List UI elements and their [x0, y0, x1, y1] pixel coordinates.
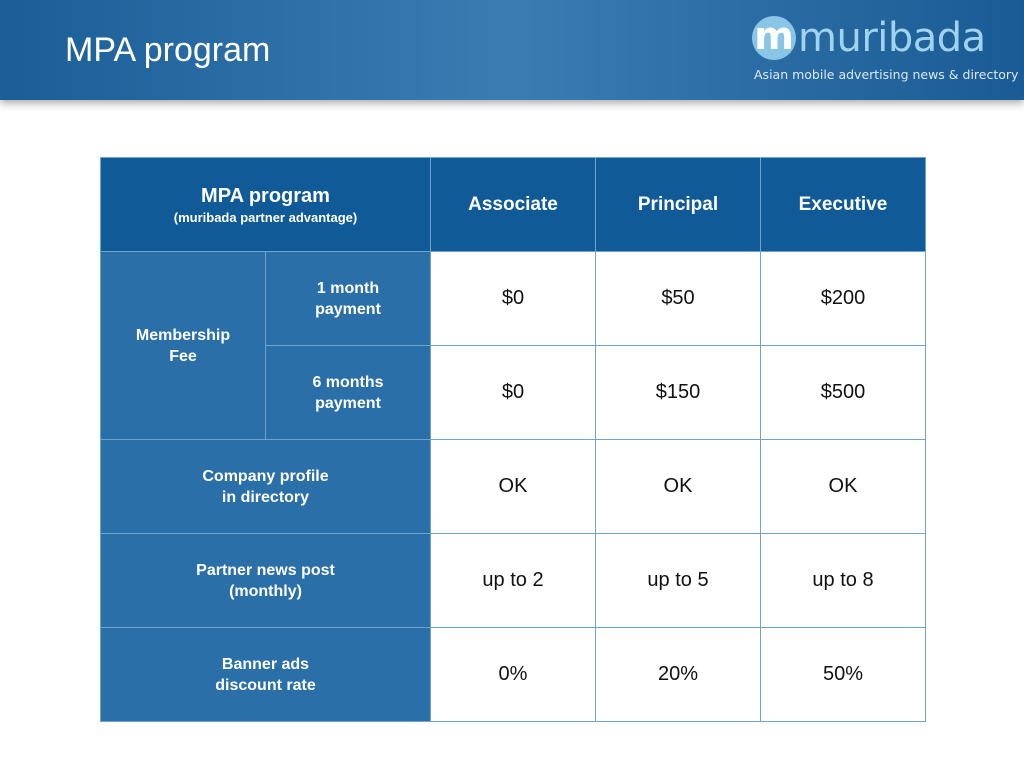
corner-title: MPA program	[201, 184, 330, 207]
row-label-company-profile	[101, 440, 431, 534]
muribada-logo	[752, 14, 1019, 86]
logo-mark-letter: m	[754, 14, 794, 58]
mpa-table	[100, 157, 926, 722]
slide-title: MPA program	[65, 31, 271, 69]
table-header-row	[101, 158, 926, 252]
table-cell: $0	[431, 252, 596, 346]
table-row	[101, 628, 926, 722]
membership-fee-label: Membership Fee	[135, 326, 231, 365]
table-cell: $0	[431, 346, 596, 440]
table-cell: 50%	[761, 628, 926, 722]
table-cell: up to 8	[761, 534, 926, 628]
table-cell: OK	[596, 440, 761, 534]
table-row	[101, 252, 926, 346]
row-label-partner-news	[101, 534, 431, 628]
row-label-1-month	[266, 252, 431, 346]
one-month-label: 1 month payment	[315, 279, 381, 318]
table-cell: $500	[761, 346, 926, 440]
table-row	[101, 440, 926, 534]
table-cell: 20%	[596, 628, 761, 722]
table-cell: up to 5	[596, 534, 761, 628]
company-profile-label: Company profile in directory	[202, 467, 329, 506]
table-cell: $50	[596, 252, 761, 346]
table-cell: OK	[431, 440, 596, 534]
logo-wordmark: muribada	[798, 15, 986, 61]
row-label-banner-ads	[101, 628, 431, 722]
table-row	[101, 534, 926, 628]
row-label-membership-fee	[101, 252, 266, 440]
row-label-6-months	[266, 346, 431, 440]
column-header-executive: Executive	[761, 158, 926, 252]
table-cell: $150	[596, 346, 761, 440]
table-cell: OK	[761, 440, 926, 534]
table-cell: up to 2	[431, 534, 596, 628]
partner-news-label: Partner news post (monthly)	[196, 561, 335, 600]
corner-header-cell	[101, 158, 431, 252]
logo-mark-icon	[752, 16, 796, 60]
column-header-associate: Associate	[431, 158, 596, 252]
corner-subtitle: (muribada partner advantage)	[173, 209, 358, 225]
banner-ads-label: Banner ads discount rate	[215, 655, 316, 694]
column-header-principal: Principal	[596, 158, 761, 252]
slide-header	[0, 0, 1024, 100]
six-months-label: 6 months payment	[312, 373, 384, 412]
table-cell: $200	[761, 252, 926, 346]
table-cell: 0%	[431, 628, 596, 722]
logo-tagline: Asian mobile advertising news & directory	[754, 67, 1019, 82]
